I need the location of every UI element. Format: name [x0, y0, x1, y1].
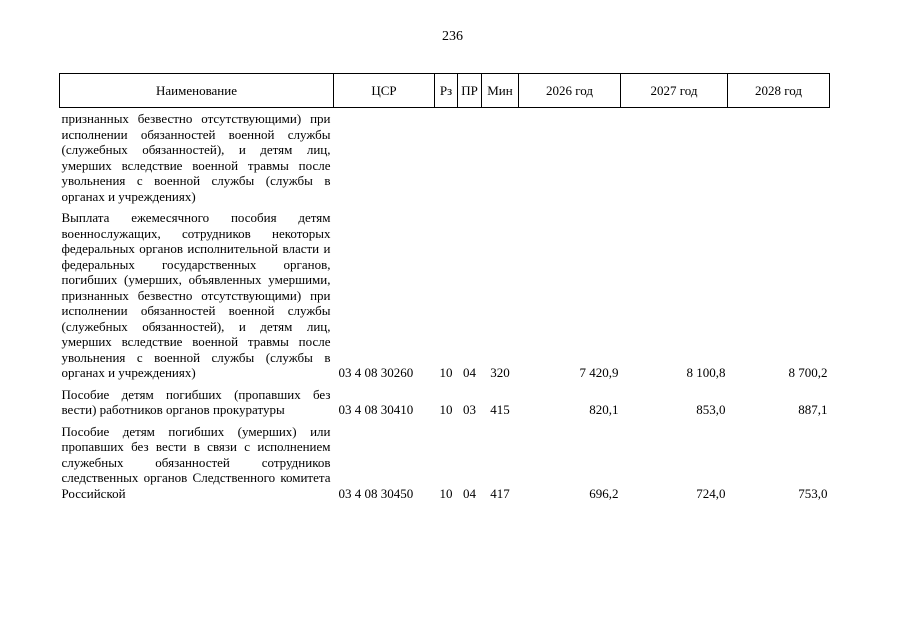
header-2028: 2028 год: [728, 74, 830, 108]
row-name: Выплата ежемесячного пособия детям военнослужащих, сотрудников некоторых федеральных органов исполнительной власти и федеральных государственных органов, погибших (умерших, объявленных умершими, признанных безвестно отсутствующими) при исполнении обязанностей военной службы (служебных обязанностей), и детям лиц, умерших вследствие военной травмы после увольнения с военной службы (службы в органах и учреждениях): [61, 210, 331, 380]
row-rz: 10: [439, 485, 453, 501]
row-name: Пособие детям погибших (умерших) или пропавших без вести в связи с исполнением служебных обязанностей сотрудников следственных органов Следственного комитета Российской: [61, 423, 331, 501]
row-csr: [334, 108, 435, 205]
row-2026: 7 420,9: [579, 365, 619, 380]
header-min: Мин: [482, 74, 519, 108]
header-name: Наименование: [60, 74, 334, 108]
row-2027: 724,0: [696, 485, 726, 501]
row-2028: 887,1: [798, 402, 828, 417]
row-rz: 10: [439, 365, 453, 380]
table-row: [60, 418, 830, 502]
header-csr: ЦСР: [334, 74, 435, 108]
row-2028: 753,0: [798, 485, 828, 501]
row-2028: [728, 108, 830, 205]
row-2027: 853,0: [696, 402, 726, 417]
row-2026: 820,1: [589, 402, 619, 417]
header-rz: Рз: [435, 74, 458, 108]
row-2028: 8 700,2: [788, 365, 828, 380]
table-header-row: [60, 74, 830, 108]
row-rz: 10: [439, 402, 453, 417]
row-min: 320: [490, 365, 510, 380]
row-name: Пособие детям погибших (пропавших без вести) работников органов прокуратуры: [61, 386, 331, 417]
row-pr: 03: [463, 402, 476, 417]
row-pr: 04: [463, 365, 476, 380]
row-name: признанных безвестно отсутствующими) при исполнении обязанностей военной службы (служебных обязанностей), и детям лиц, умерших вследствие военной травмы после увольнения с военной службы (службы в органах и учреждениях): [61, 111, 331, 204]
row-csr: 03 4 08 30450: [338, 485, 414, 501]
header-2026: 2026 год: [519, 74, 621, 108]
row-min: [482, 108, 519, 205]
row-pr: [458, 108, 482, 205]
budget-table: [59, 73, 830, 501]
header-2027: 2027 год: [621, 74, 728, 108]
row-csr: 03 4 08 30260: [338, 365, 414, 380]
row-rz: [435, 108, 458, 205]
row-pr: 04: [463, 485, 476, 501]
header-pr: ПР: [458, 74, 482, 108]
row-min: 415: [490, 402, 510, 417]
page-number: 236: [442, 29, 463, 44]
row-2027: [621, 108, 728, 205]
row-min: 417: [490, 485, 510, 501]
table-row: [60, 381, 830, 418]
row-csr: 03 4 08 30410: [338, 402, 414, 417]
row-2026: 696,2: [589, 485, 619, 501]
table-row: [60, 108, 830, 205]
table-row: [60, 204, 830, 381]
row-2026: [519, 108, 621, 205]
row-2027: 8 100,8: [686, 365, 726, 380]
